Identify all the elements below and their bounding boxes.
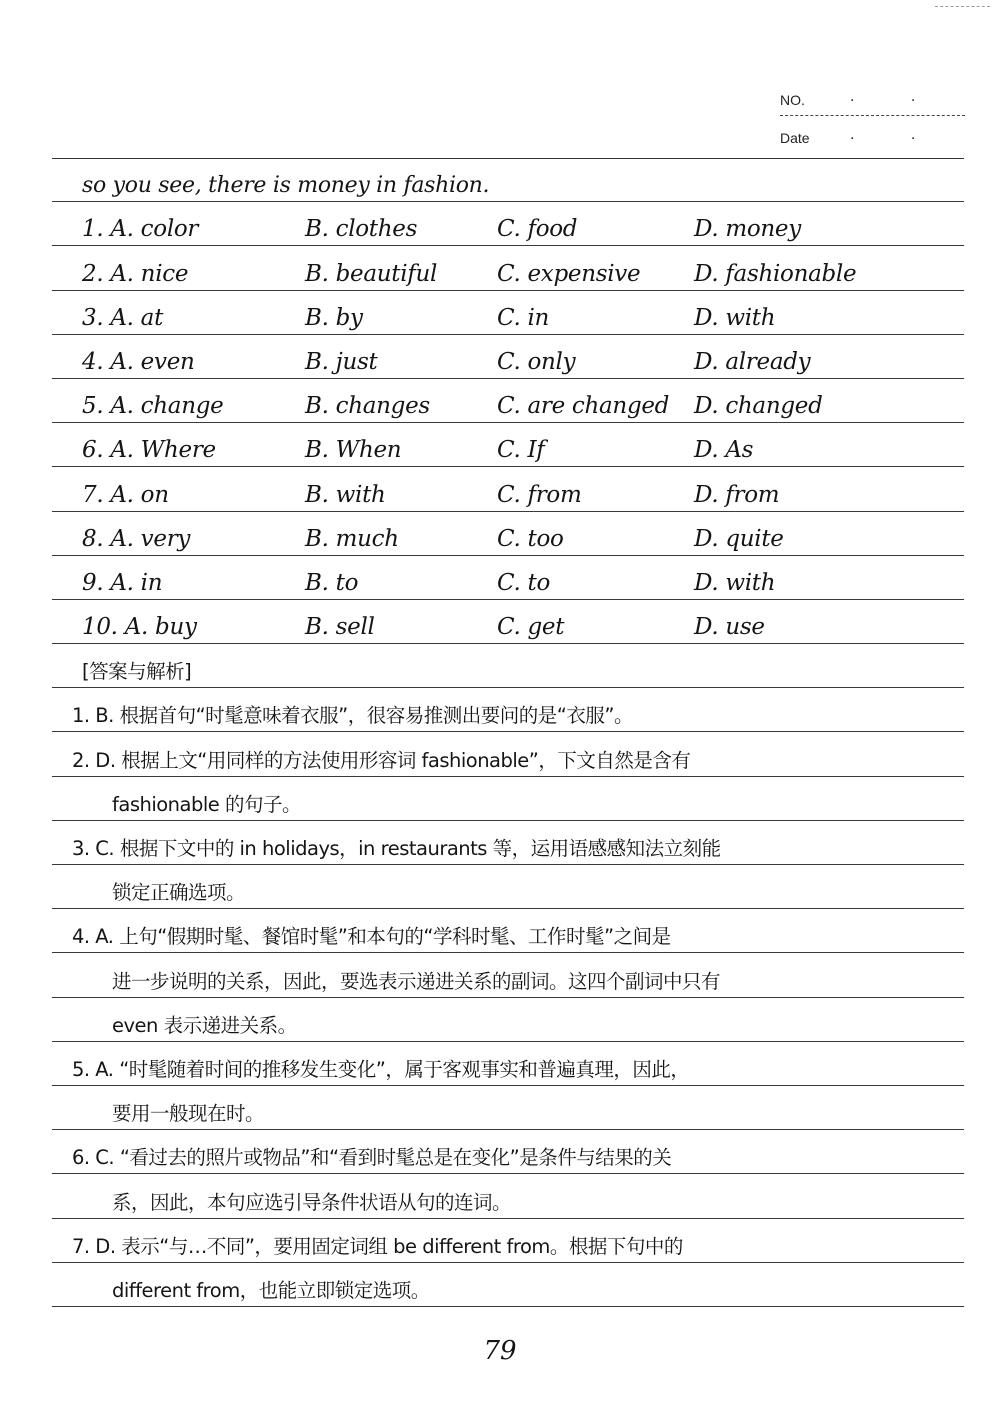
explanation-line <box>52 998 964 1042</box>
option-d: D. already <box>694 348 811 375</box>
option-b: B. by <box>305 304 363 331</box>
explanation-text: 3. C. 根据下文中的 in holidays，in restaurants 等，运用语感感知法立刻能 <box>72 837 721 860</box>
explanation-text: 2. D. 根据上文“用同样的方法使用形容词 fashionable”，下文自然是含有 <box>72 748 691 772</box>
explanation-text: 7. D. 表示“与…不同”，要用固定词组 be different from。根据下句中的 <box>72 1234 683 1258</box>
intro-line <box>52 158 964 202</box>
option-d: D. with <box>694 569 776 596</box>
no-value: . . <box>850 88 942 105</box>
option-c: C. get <box>497 614 565 641</box>
explanation-text: 5. A. “时髦随着时间的推移发生变化”，属于客观事实和普遍真理，因此， <box>72 1057 690 1081</box>
option-row <box>52 556 964 600</box>
option-a: 4. A. even <box>82 348 195 375</box>
option-d: D. from <box>694 481 780 508</box>
option-row <box>52 202 964 246</box>
option-b: B. sell <box>305 614 375 641</box>
intro-text: so you see, there is money in fashion. <box>82 173 490 199</box>
option-d: D. with <box>694 304 776 331</box>
option-c: C. If <box>497 437 545 464</box>
explanation-text: 6. C. “看过去的照片或物品”和“看到时髦总是在变化”是条件与结果的关 <box>72 1146 672 1170</box>
option-b: B. with <box>305 481 386 508</box>
explanation-text: even 表示递进关系。 <box>112 1013 297 1037</box>
explanation-text: fashionable 的句子。 <box>112 792 301 816</box>
option-b: B. clothes <box>305 216 418 243</box>
option-a: 2. A. nice <box>82 260 189 287</box>
option-row <box>52 423 964 467</box>
explanation-line <box>52 821 964 865</box>
option-a: 6. A. Where <box>82 437 216 464</box>
option-c: C. are changed <box>497 393 670 420</box>
option-b: B. much <box>305 525 399 552</box>
option-row <box>52 246 964 290</box>
explanation-line <box>52 732 964 776</box>
explanation-line <box>52 1174 964 1218</box>
option-c: C. in <box>497 304 550 331</box>
explanation-line <box>52 909 964 953</box>
answers-title-line <box>52 644 964 688</box>
option-a: 9. A. in <box>82 569 163 596</box>
option-row <box>52 291 964 335</box>
option-row <box>52 600 964 644</box>
explanation-line <box>52 777 964 821</box>
option-d: D. quite <box>694 525 784 552</box>
option-b: B. just <box>305 348 378 375</box>
explanation-text: 要用一般现在时。 <box>112 1102 265 1126</box>
option-b: B. to <box>305 569 359 596</box>
option-c: C. from <box>497 481 582 508</box>
explanation-line <box>52 1130 964 1174</box>
option-a: 7. A. on <box>82 481 169 508</box>
date-label: Date <box>780 130 810 146</box>
page-header <box>780 88 970 164</box>
option-c: C. to <box>497 569 550 596</box>
option-row <box>52 467 964 511</box>
explanation-text: 进一步说明的关系，因此，要选表示递进关系的副词。这四个副词中只有 <box>112 969 721 993</box>
option-a: 8. A. very <box>82 525 191 552</box>
option-c: C. food <box>497 216 578 243</box>
explanation-line <box>52 1086 964 1130</box>
option-d: D. money <box>694 216 801 243</box>
option-d: D. changed <box>694 393 823 420</box>
option-a: 10. A. buy <box>82 614 197 641</box>
answers-title: [答案与解析] <box>82 660 192 684</box>
no-row <box>780 88 970 126</box>
option-b: B. When <box>305 437 402 464</box>
explanation-text: 锁定正确选项。 <box>112 881 246 905</box>
no-label: NO. <box>780 92 805 108</box>
date-value: . . <box>850 126 942 143</box>
option-d: D. fashionable <box>694 260 857 287</box>
option-b: B. changes <box>305 393 430 420</box>
option-a: 1. A. color <box>82 216 199 243</box>
page-number: 79 <box>483 1336 517 1366</box>
option-row <box>52 379 964 423</box>
option-a: 5. A. change <box>82 393 224 420</box>
explanation-text: 1. B. 根据首句“时髦意味着衣服”，很容易推测出要问的是“衣服”。 <box>72 704 633 728</box>
option-row <box>52 335 964 379</box>
option-row <box>52 512 964 556</box>
explanation-text: 4. A. 上句“假期时髦、餐馆时髦”和本句的“学科时髦、工作时髦”之间是 <box>72 925 671 949</box>
explanation-line <box>52 1219 964 1263</box>
explanation-line <box>52 1263 964 1307</box>
option-a: 3. A. at <box>82 304 164 331</box>
option-c: C. only <box>497 348 576 375</box>
explanation-text: different from，也能立即锁定选项。 <box>112 1278 430 1302</box>
explanation-line <box>52 865 964 909</box>
explanation-line <box>52 688 964 732</box>
option-c: C. expensive <box>497 260 641 287</box>
option-b: B. beautiful <box>305 260 438 287</box>
option-d: D. use <box>694 614 765 641</box>
explanation-text: 系，因此，本句应选引导条件状语从句的连词。 <box>112 1190 512 1214</box>
option-d: D. As <box>694 437 754 464</box>
explanation-line <box>52 953 964 997</box>
corner-mark <box>935 6 990 7</box>
option-c: C. too <box>497 525 564 552</box>
ruled-page <box>52 158 964 1307</box>
no-underline <box>780 115 965 116</box>
explanation-line <box>52 1042 964 1086</box>
